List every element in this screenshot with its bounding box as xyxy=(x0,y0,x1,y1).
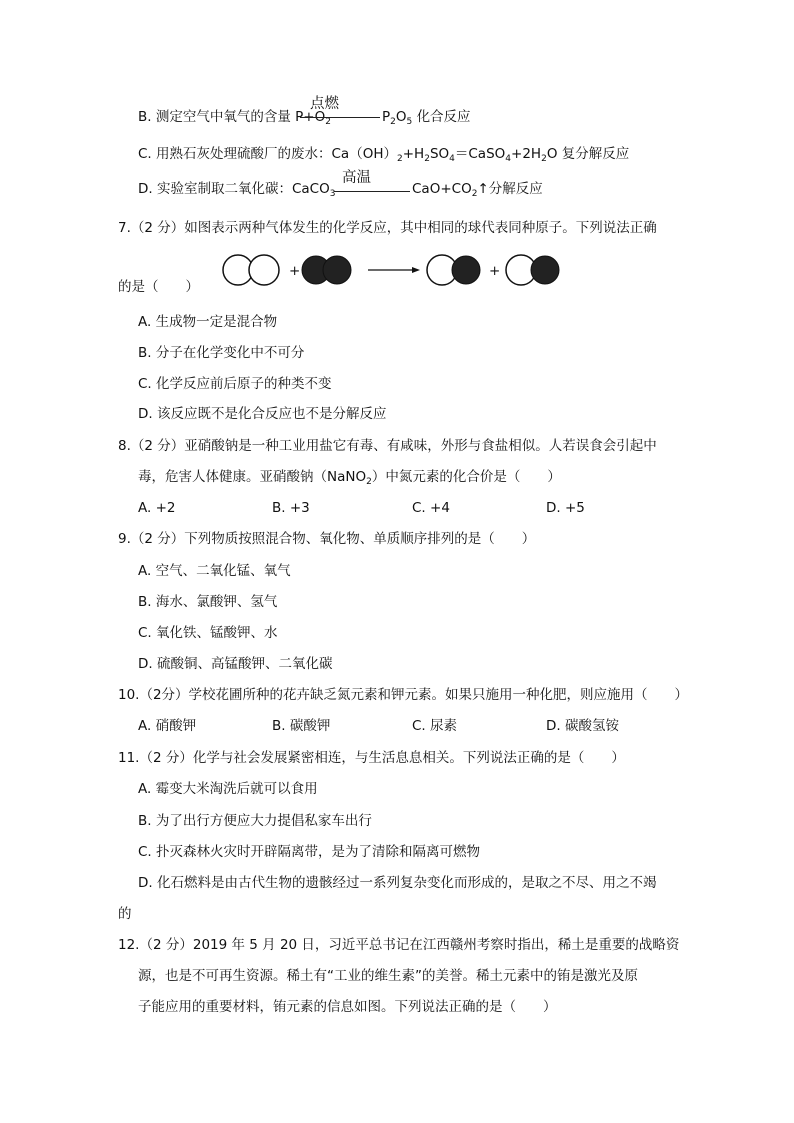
q9-option-a[interactable]: A. 空气、二氧化锰、氧气 xyxy=(138,563,291,579)
arrow-head xyxy=(412,267,420,273)
q7-reaction-diagram xyxy=(220,252,580,292)
q7-option-b[interactable]: B. 分子在化学变化中不可分 xyxy=(138,345,305,361)
q12-stem-continued-2: 子能应用的重要材料，铕元素的信息如图。下列说法正确的是（ ） xyxy=(138,999,557,1015)
q10-option-c[interactable]: C. 尿素 xyxy=(412,718,458,734)
q11-option-d-wrap: 的 xyxy=(118,906,132,922)
q6-b-reaction-condition: 点燃 xyxy=(310,96,339,112)
q12-stem: 12.（2 分）2019 年 5 月 20 日，习近平总书记在江西赣州考察时指出，稀土是重要的战略资 xyxy=(118,937,680,953)
q8-option-c[interactable]: C. +4 xyxy=(412,500,450,516)
q6-option-b: B. 测定空气中氧气的含量 $P+O_2$ xyxy=(138,109,331,127)
q11-stem: 11.（2 分）化学与社会发展紧密相连，与生活息息相关。下列说法正确的是（ ） xyxy=(118,750,625,766)
q12-stem-continued: 源，也是不可再生资源。稀土有“工业的维生素”的美誉。稀土元素中的铕是激光及原 xyxy=(138,968,638,984)
plus-sign: + xyxy=(289,263,301,279)
q6-b-product: $P_2O_5$ 化合反应 xyxy=(382,109,471,127)
q10-option-d[interactable]: D. 碳酸氢铵 xyxy=(546,718,619,734)
q11-option-b[interactable]: B. 为了出行方便应大力提倡私家车出行 xyxy=(138,813,372,829)
q9-option-d[interactable]: D. 硫酸铜、高锰酸钾、二氧化碳 xyxy=(138,656,333,672)
black-atom xyxy=(531,256,559,284)
q8-stem-continued: 毒，危害人体健康。亚硝酸钠（NaNO$_2$）中氮元素的化合价是（ ） xyxy=(138,469,561,487)
plus-sign: + xyxy=(489,263,501,279)
q8-option-b[interactable]: B. +3 xyxy=(272,500,310,516)
q9-option-b[interactable]: B. 海水、氯酸钾、氢气 xyxy=(138,594,278,610)
q9-stem: 9.（2 分）下列物质按照混合物、氧化物、单质顺序排列的是（ ） xyxy=(118,531,536,547)
q10-option-b[interactable]: B. 碳酸钾 xyxy=(272,718,331,734)
q6-b-reaction-arrow xyxy=(300,117,380,118)
q11-option-a[interactable]: A. 霉变大米淘洗后就可以食用 xyxy=(138,781,318,797)
q8-stem: 8.（2 分）亚硝酸钠是一种工业用盐它有毒、有咸味，外形与食盐相似。人若误食会引起中 xyxy=(118,438,657,454)
q7-option-d[interactable]: D. 该反应既不是化合反应也不是分解反应 xyxy=(138,406,387,422)
black-atom xyxy=(323,256,351,284)
q10-option-a[interactable]: A. 硝酸钾 xyxy=(138,718,197,734)
q11-option-c[interactable]: C. 扑灭森林火灾时开辟隔离带，是为了清除和隔离可燃物 xyxy=(138,844,481,860)
q6-option-c: C. 用熟石灰处理硫酸厂的废水：$Ca(OH)_2+H_2SO_4=CaSO_4+2H_2O$ 复分解反应 xyxy=(138,146,630,164)
q7-stem-continued: 的是（ ） xyxy=(118,279,199,295)
q7-option-c[interactable]: C. 化学反应前后原子的种类不变 xyxy=(138,376,332,392)
q6-d-product: $CaO+CO_2↑$分解反应 xyxy=(412,181,543,199)
q11-option-d[interactable]: D. 化石燃料是由古代生物的遗骸经过一系列复杂变化而形成的，是取之不尽、用之不竭 xyxy=(138,875,657,891)
q8-option-d[interactable]: D. +5 xyxy=(546,500,585,516)
q7-stem: 7.（2 分）如图表示两种气体发生的化学反应，其中相同的球代表同种原子。下列说法正确 xyxy=(118,220,657,236)
q6-d-reaction-arrow xyxy=(334,191,410,192)
q6-d-reaction-condition: 高温 xyxy=(342,170,371,186)
q9-option-c[interactable]: C. 氧化铁、锰酸钾、水 xyxy=(138,625,278,641)
q8-option-a[interactable]: A. +2 xyxy=(138,500,176,516)
q6-option-d: D. 实验室制取二氧化碳：CaCO$_3$ xyxy=(138,181,336,199)
white-atom xyxy=(249,255,279,285)
black-atom xyxy=(452,256,480,284)
q10-stem: 10.（2分）学校花圃所种的花卉缺乏氮元素和钾元素。如果只施用一种化肥，则应施用（ ） xyxy=(118,687,689,703)
q7-option-a[interactable]: A. 生成物一定是混合物 xyxy=(138,314,278,330)
